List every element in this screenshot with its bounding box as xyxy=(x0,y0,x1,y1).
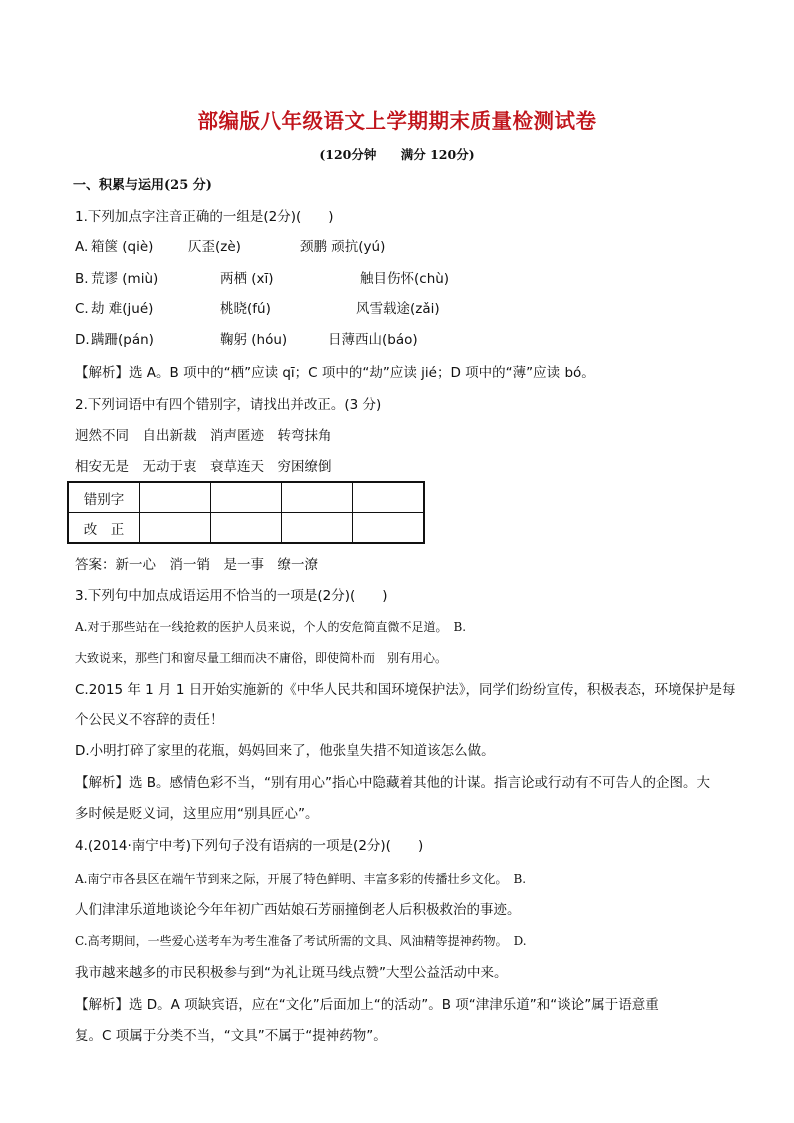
q4-analysis-line2: 复。C 项属于分类不当，“文具”不属于“提神药物”。 xyxy=(75,1028,387,1044)
q1-option-b-word3: 触目伤怀(chù) xyxy=(360,271,450,287)
q4-option-d: 我市越来越多的市民积极参与到“为礼让斑马线点赞”大型公益活动中来。 xyxy=(75,965,508,981)
q1-option-c-word2: 桃晓(fú) xyxy=(220,301,271,317)
table-header-correction: 改 正 xyxy=(68,513,140,544)
q3-option-b: 大致说来，那些门和窗尽量工细而决不庸俗，即使简朴而 别有用心。 xyxy=(75,651,448,665)
page-subtitle xyxy=(0,145,794,163)
q4-option-b: 人们津津乐道地谈论今年年初广西姑娘石芳丽撞倒老人后积极救治的事迹。 xyxy=(75,902,521,918)
table-cell[interactable] xyxy=(282,482,353,513)
q4-option-c: C.高考期间，一些爱心送考车为考生准备了考试所需的文具、风油精等提神药物。 D. xyxy=(75,934,527,948)
q1-option-a-word3: 颈鹏 顽抗(yú) xyxy=(300,239,386,255)
q3-option-c-line1: C.2015 年 1 月 1 日开始实施新的《中华人民共和国环境保护法》，同学们纷纷宣传，积极表态，环境保护是每 xyxy=(75,682,736,698)
table-row xyxy=(68,513,424,544)
section-heading: 一、积累与运用(25 分) xyxy=(73,178,212,193)
q3-stem: 3.下列句中加点成语运用不恰当的一项是(2分)( ) xyxy=(75,588,388,604)
q2-word-row-2: 相安无是 无动于衷 衰草连天 穷困缭倒 xyxy=(75,459,332,475)
q1-option-c-key: C. xyxy=(75,301,89,317)
q1-option-a-word1: 箱箧 (qiè) xyxy=(91,239,154,255)
subtitle-score: 满分 120分) xyxy=(400,147,475,162)
q2-answer: 答案：新一心 消一销 是一事 缭一潦 xyxy=(75,557,318,573)
table-cell[interactable] xyxy=(211,482,282,513)
subtitle-time: (120分钟 xyxy=(319,147,377,162)
q1-stem: 1.下列加点字注音正确的一组是(2分)( ) xyxy=(75,209,334,225)
table-cell[interactable] xyxy=(140,482,211,513)
q1-option-c-word1: 劫 难(jué) xyxy=(91,301,154,317)
q3-analysis-line1: 【解析】选 B。感情色彩不当，“别有用心”指心中隐藏着其他的计谋。指言论或行动有不可告人的企图。大 xyxy=(75,775,711,791)
q1-analysis: 【解析】选 A。B 项中的“栖”应读 qī；C 项中的“劫”应读 jié；D 项中的“薄”应读 bó。 xyxy=(75,365,595,381)
q1-option-d-word3: 日薄西山(báo) xyxy=(328,332,418,348)
q3-option-d: D.小明打碎了家里的花瓶，妈妈回来了，他张皇失措不知道该怎么做。 xyxy=(75,743,495,759)
q3-analysis-line2: 多时候是贬义词，这里应用“别具匠心”。 xyxy=(75,806,319,822)
table-cell[interactable] xyxy=(140,513,211,544)
correction-table xyxy=(67,481,425,544)
table-header-typos: 错别字 xyxy=(68,482,140,513)
q3-option-c-line2: 个公民义不容辞的责任！ xyxy=(75,712,224,728)
q1-option-d-word2: 鞠躬 (hóu) xyxy=(220,332,288,348)
q3-option-a: A.对于那些站在一线抢救的医护人员来说，个人的安危简直微不足道。 B. xyxy=(75,620,467,634)
q1-option-d-word1: 蹒跚(pán) xyxy=(91,332,154,348)
q4-analysis-line1: 【解析】选 D。A 项缺宾语，应在“文化”后面加上“的活动”。B 项“津津乐道”和“谈论”属于语意重 xyxy=(75,997,659,1013)
q2-stem: 2.下列词语中有四个错别字，请找出并改正。(3 分) xyxy=(75,397,382,413)
q1-option-d-key: D. xyxy=(75,332,90,348)
table-cell[interactable] xyxy=(282,513,353,544)
q4-option-a: A.南宁市各县区在端午节到来之际，开展了特色鲜明、丰富多彩的传播壮乡文化。 B. xyxy=(75,872,527,886)
table-cell[interactable] xyxy=(211,513,282,544)
q1-option-b-word2: 两栖 (xī) xyxy=(220,271,274,287)
q4-stem: 4.(2014·南宁中考)下列句子没有语病的一项是(2分)( ) xyxy=(75,838,424,854)
table-row xyxy=(68,482,424,513)
table-cell[interactable] xyxy=(353,482,425,513)
q1-option-a-key: A. xyxy=(75,239,89,255)
q1-option-b-key: B. xyxy=(75,271,89,287)
q2-word-row-1: 迥然不同 自出新裁 消声匿迹 转弯抹角 xyxy=(75,428,332,444)
q1-option-c-word3: 风雪载途(zǎi) xyxy=(356,301,440,317)
q1-option-b-word1: 荒谬 (miù) xyxy=(91,271,159,287)
table-cell[interactable] xyxy=(353,513,425,544)
page-title: 部编版八年级语文上学期期末质量检测试卷 xyxy=(197,109,597,133)
q1-option-a-word2: 仄歪(zè) xyxy=(188,239,241,255)
